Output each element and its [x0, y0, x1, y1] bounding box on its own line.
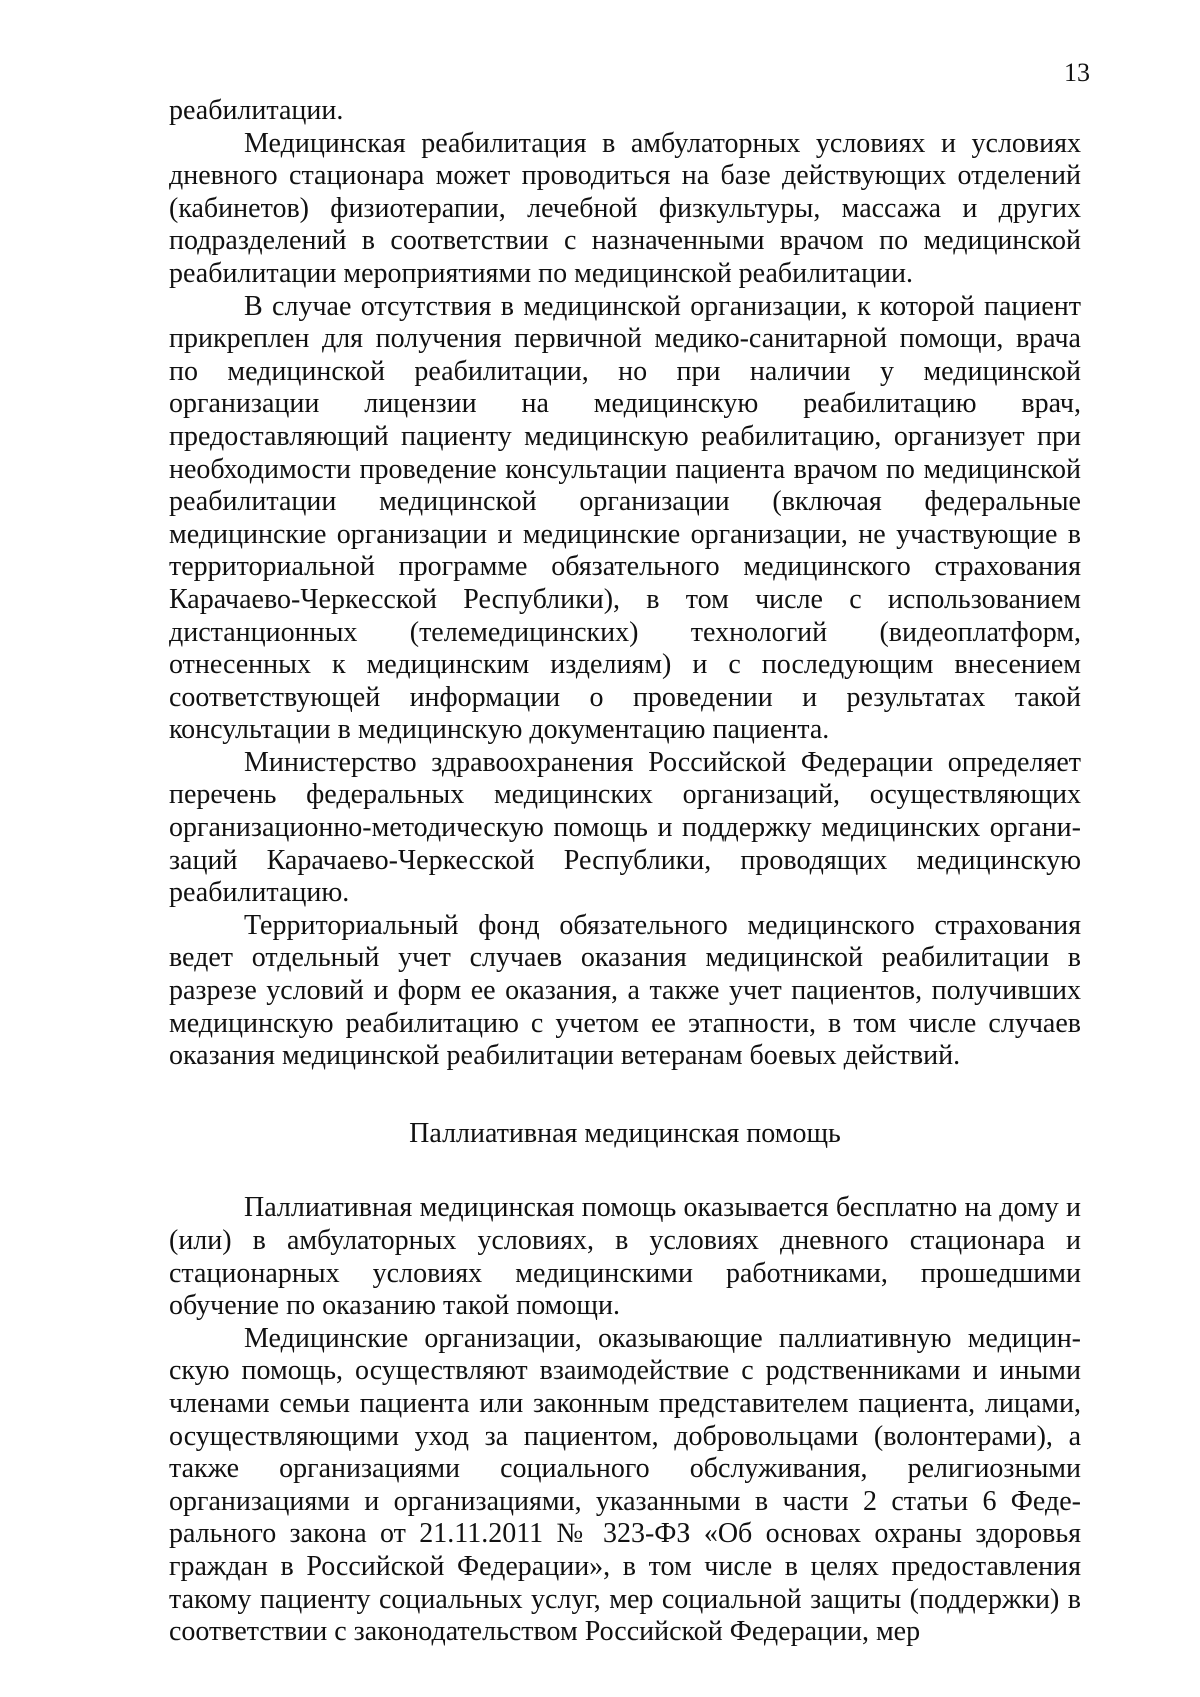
paragraph-insurance-fund: Территориальный фонд обязательного медицинского страхования ведет отдельный учет случаев оказания медицинской реабилитации в разрезе условий и форм ее оказания, а также учет пациентов, получивших медицинскую реабилитацию с учетом ее этапности, в том числе случаев оказания медицинской реабилитации ветеранам боевых действий. — [169, 909, 1081, 1072]
paragraph-ministry: Министерство здравоохранения Российской Федерации определяет перечень федеральных медицинских организаций, осуществляющих организационно-методическую помощь и поддержку медицинских организаций Карачаево-Черкесской Республики, проводящих медицинскую реабилитацию. — [169, 746, 1081, 909]
paragraph-consultation: В случае отсутствия в медицинской организации, к которой пациент прикреплен для получения первичной медико-санитарной помощи, врача по медицинской реабилитации, но при наличии у медицинской организации лицензии на медицинскую реабилитацию врач, предоставляющий пациенту медицинскую реабилитацию, организует при необходимости проведение консультации пациента врачом по медицинской реабилитации медицинской организации (включая федеральные медицинские организации и медицинские организации, не участвующие в территориальной программе обязательного медицинского страхования Карачаево-Черкесской Республики), в том числе с использованием дистанционных (телемедицинских) технологий (видеоплатформ, отнесенных к медицинским изделиям) и с последующим внесением соответствующей информации о проведении и результатах такой консультации в медицинскую документацию пациента. — [169, 290, 1081, 746]
paragraph-medical-organizations: Медицинские организации, оказывающие паллиативную медицинскую помощь, осуществляют взаимодействие с родственниками и иными членами семьи пациента или законным представителем пациента, лицами, осуществляющими уход за пациентом, добровольцами (волонтерами), а также организациями социального обслуживания, религиозными организациями и организациями, указанными в части 2 статьи 6 Федерального закона от 21.11.2011 № 323-ФЗ «Об основах охраны здоровья граждан в Российской Федерации», в том числе в целях предоставления такому пациенту социальных услуг, мер социальной защиты (поддержки) в соответствии с законодательством Российской Федерации, мер — [169, 1322, 1081, 1648]
paragraph-continuation: реабилитации. — [169, 95, 344, 126]
section-heading: Паллиативная медицинская помощь — [409, 1117, 841, 1149]
paragraph-outpatient-rehabilitation: Медицинская реабилитация в амбулаторных условиях и условиях дневного стационара может проводиться на базе действующих отделений (кабинетов) физиотерапии, лечебной физкультуры, массажа и других подразделений в соответствии с назначенными врачом по медицинской реабилитации мероприятиями по медицинской реабилитации. — [169, 127, 1081, 289]
paragraph-palliative-care: Паллиативная медицинская помощь оказывается бесплатно на дому и (или) в амбулаторных условиях, в условиях дневного стационара и стационарных условиях медицинскими работниками, прошедшими обучение по оказанию такой помощи. — [169, 1192, 1081, 1322]
page-number: 13 — [1064, 58, 1090, 87]
document-body — [169, 95, 1081, 1649]
